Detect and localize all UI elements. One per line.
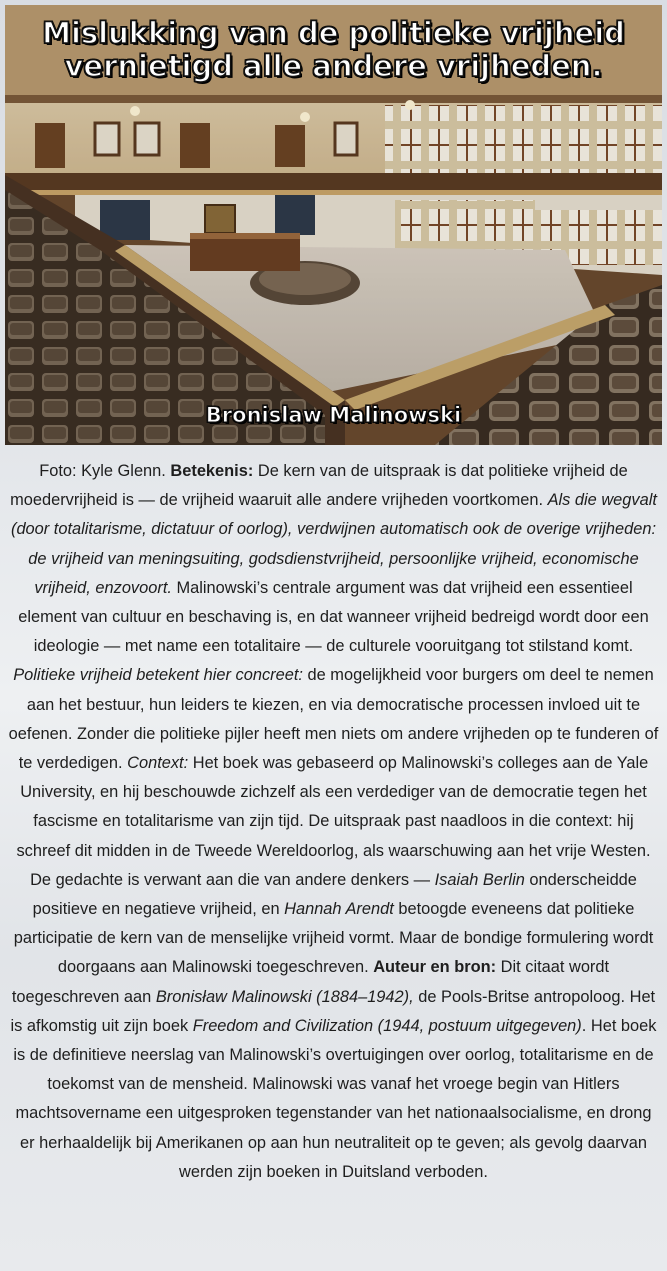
text-segment: Het boek was gebaseerd op Malinowski’s colleges aan de Yale University, en hij beschouwde zichzelf als een verdediger van de democratie tegen het fascisme en totalitarisme van zijn tijd. De uitspraak past naadloos in die context: hij schreef dit midden in de Tweede Wereldoorlog, als waarschuwing aan het vrije Westen. De gedachte is verwant aan die van andere denkers — [16, 754, 651, 889]
text-segment: de mogelijkheid voor burgers om deel te nemen aan het bestuur, hun leiders te kiezen, en via democratische processen invloed uit te oefenen. Zonder die politieke pijler heeft men niets om andere vrijheden op te funderen of te verdedigen. [8, 666, 659, 773]
book-title: Freedom and Civilization (1944, postuum uitgegeven) [192, 1016, 582, 1035]
text-segment: onderscheidde positieve en negatieve vrijheid, en [32, 870, 637, 919]
text-segment: Malinowski’s centrale argument was dat vrijheid een essentieel element van cultuur en beschaving is, en dat wanneer vrijheid bedreigd wordt door een ideologie — met name een totalitaire — de culturele vooruitgang tot stilstand komt. [18, 578, 649, 656]
name-hannah-arendt: Hannah Arendt [284, 900, 394, 919]
text-segment: De kern van de uitspraak is dat politieke vrijheid de moedervrijheid is — de vrijheid waaruit alle andere vrijheden voortkomen. [10, 462, 628, 510]
quote-text [5, 17, 662, 83]
description-text [8, 457, 659, 1187]
label-author-source: Auteur en bron: [373, 958, 497, 977]
quote-line-2: vernietigd alle andere vrijheden. [64, 49, 603, 83]
text-segment-italic: Als die wegvalt (door totalitarisme, dictatuur of oorlog), verdwijnen automatisch ook de overige vrijheden: de vrijheid van meningsuiting, godsdienstvrijheid, persoonlijke vrijheid, economische vrijheid, enzovoort. [10, 491, 657, 597]
name-isaiah-berlin: Isaiah Berlin [434, 870, 525, 889]
quote-line-1: Mislukking van de politieke vrijheid [42, 16, 625, 50]
text-segment: . Het boek is de definitieve neerslag van Malinowski’s overtuigingen over oorlog, totalitarisme en de toekomst van de mensheid. Malinowski was vanaf het vroege begin van Hitlers machtsovername een uitgesproken tegenstander van het nationaalsocialisme, en drong er herhaaldelijk bij Amerikanen op aan hun neutraliteit op te geven; als gevolg daarvan werden zijn boeken in Duitsland verboden. [13, 1016, 657, 1181]
text-segment: de Pools-Britse antropoloog. Het is afkomstig uit zijn boek [10, 987, 656, 1035]
quote-author: Bronislaw Malinowski [205, 403, 462, 427]
chamber-photo [5, 5, 662, 445]
author-name-dates: Bronisław Malinowski (1884–1942), [155, 987, 414, 1006]
label-meaning: Betekenis: [170, 462, 254, 480]
text-segment-italic: Politieke vrijheid betekent hier concreet: [13, 666, 303, 685]
photo-credit: Foto: Kyle Glenn. [39, 462, 171, 480]
text-segment: betoogde eveneens dat politieke participatie de kern van de menselijke vrijheid vormt. Maar de bondige formulering wordt doorgaans aan Malinowski toegeschreven. [13, 900, 654, 977]
label-context: Context: [127, 754, 189, 773]
text-segment: Dit citaat wordt toegeschreven aan [11, 958, 610, 1006]
